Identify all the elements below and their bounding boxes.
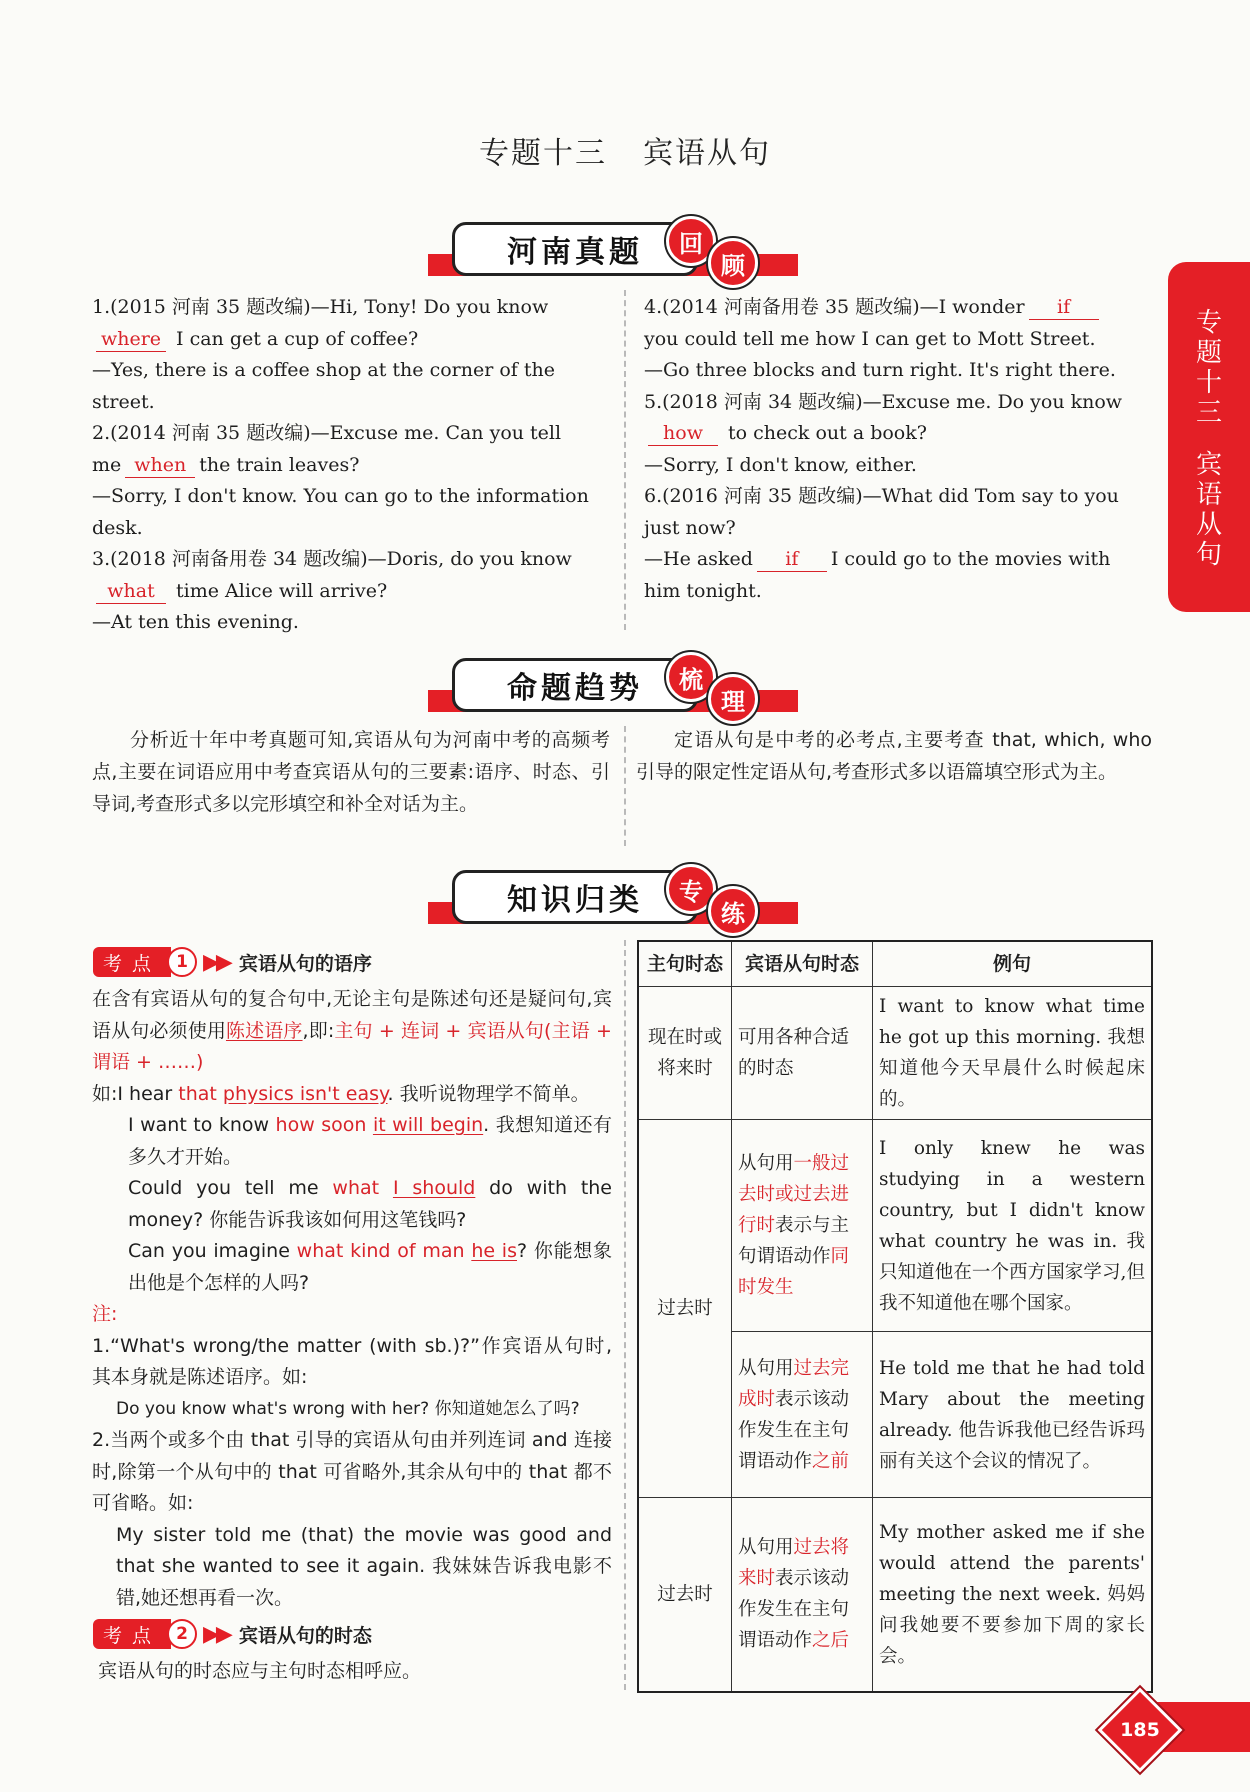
section-banner-review [428,218,798,288]
note-label: 注: [92,1303,118,1325]
question-5-reply: —Sorry, I don't know, either. [644,453,917,476]
note-2-example: My sister told me (that) the movie was good and that she wanted to see it again. 我妹妹告诉我电影不错,她还想再看一次。 [116,1523,612,1609]
note-2: 2.当两个或多个由 that 引导的宾语从句由并列连词 and 连接时,除第一个从句中的 that 可省略外,其余从句中的 that 都不可省略。如: [92,1429,612,1514]
banner-badge: 回 [666,216,716,266]
page-number: 185 [1120,1719,1160,1741]
table-header: 宾语从句时态 [732,941,873,987]
question-4: 4.(2014 河南备用卷 35 题改编)—I wonder if you could tell me how I can get to Mott Street. [644,292,1152,355]
key-point-2-body: 宾语从句的时态应与主句时态相呼应。 [98,1660,422,1682]
page-number-badge [1098,1688,1183,1773]
key-point-number: 1 [167,947,197,977]
question-1: 1.(2015 河南 35 题改编)—Hi, Tony! Do you know where I can get a cup of coffee? [92,296,549,350]
note-1: 1.“What's wrong/the matter (with sb.)?”作宾语从句时,其本身就是陈述语序。如: [92,1334,612,1388]
chapter-side-tab [1168,262,1250,612]
example-cell: I want to know what time he got up this morning. 我想知道他今天早晨什么时候起床的。 [873,987,1153,1120]
example-sentence: I want to know how soon it will begin. 我想知道还有多久才开始。 [128,1114,612,1168]
example-sentence: Could you tell me what I should do with the money? 你能告诉我该如何用这笔钱吗? [128,1177,612,1231]
main-tense-cell: 过去时 [638,1498,732,1692]
banner-label: 命题趋势 [452,658,698,712]
trend-right: 定语从句是中考的必考点,主要考查 that, which, who 引导的限定性定语从句,考查形式多以语篇填空形式为主。 [636,729,1152,783]
key-point-2-header [93,1618,372,1650]
side-tab-char: 三 [1195,398,1222,428]
side-tab-char: 从 [1195,510,1222,540]
table-header: 例句 [873,941,1153,987]
key-point-tag: 考点 [93,1619,171,1649]
key-point-1-header [93,946,372,978]
topic-number: 专题十三 [479,136,607,171]
clause-tense-cell: 可用各种合适的时态 [732,987,873,1120]
key-point-1-body [92,984,612,1614]
double-arrow-icon: ▶▶ [203,949,229,975]
key-point-title: 宾语从句的时态 [238,1624,372,1647]
section-banner-trend [428,654,798,724]
question-1-reply: —Yes, there is a coffee shop at the corner of the street. [92,359,555,413]
side-tab-char: 宾 [1195,450,1222,480]
banner-badge: 专 [666,864,716,914]
clause-tense-cell: 从句用过去将来时表示该动作发生在主句谓语动作之后 [732,1498,873,1692]
key-point-title: 宾语从句的语序 [238,952,372,975]
example-cell: I only knew he was studying in a western country, but I didn't know what country he was in. 我只知道他在一个西方国家学习,但我不知道他在哪个国家。 [873,1120,1153,1332]
side-tab-char: 句 [1195,540,1222,570]
side-tab-char: 题 [1195,338,1222,368]
key-point-tag: 考点 [93,947,171,977]
table-header-row [638,941,1152,987]
banner-badge: 梳 [666,652,716,702]
banner-badge: 练 [708,886,758,936]
question-2: 2.(2014 河南 35 题改编)—Excuse me. Can you tell me when the train leaves? [92,422,562,476]
question-6: 6.(2016 河南 35 题改编)—What did Tom say to you just now? [644,485,1119,539]
table-row [638,1498,1152,1692]
questions-left [92,292,602,639]
double-arrow-icon: ▶▶ [203,1621,229,1647]
section-banner-knowledge [428,866,798,936]
table-header: 主句时态 [638,941,732,987]
main-tense-cell: 现在时或将来时 [638,987,732,1120]
question-2-reply: —Sorry, I don't know. You can go to the information desk. [92,485,589,539]
main-tense-cell: 过去时 [638,1120,732,1498]
page-title [0,128,1250,172]
banner-label: 知识归类 [452,870,698,924]
key-point-number: 2 [167,1619,197,1649]
questions-right [644,292,1152,607]
banner-label: 河南真题 [452,222,698,276]
table-row [638,987,1152,1120]
column-divider [624,940,626,1690]
clause-tense-cell: 从句用一般过去时或过去进行时表示与主句谓语动作同时发生 [732,1120,873,1332]
answer-blank: where [96,327,166,352]
column-divider [624,290,626,630]
answer-blank: how [648,421,718,446]
side-tab-char: 专 [1195,308,1222,338]
note-1-example: Do you know what's wrong with her? 你知道她怎么了吗? [116,1398,580,1419]
column-divider [624,726,626,846]
answer-blank: when [125,453,195,478]
banner-badge: 理 [708,674,758,724]
question-3-reply: —At ten this evening. [92,611,299,633]
banner-badge: 顾 [708,238,758,288]
example-sentence: Can you imagine what kind of man he is? 你能想象出他是个怎样的人吗? [128,1240,613,1294]
example-cell: My mother asked me if she would attend the parents' meeting the next week. 妈妈问我她要不要参加下周的家长会。 [873,1498,1153,1692]
answer-blank: if [1029,295,1099,320]
tense-table [637,940,1153,1693]
trend-left: 分析近十年中考真题可知,宾语从句为河南中考的高频考点,主要在词语应用中考查宾语从句的三要素:语序、时态、引导词,考查形式多以完形填空和补全对话为主。 [92,729,610,815]
question-6-reply: —He asked if I could go to the movies with him tonight. [644,548,1111,602]
answer-blank: what [96,579,166,604]
side-tab-char: 十 [1195,368,1222,398]
example-sentence: 如:I hear that physics isn't easy. 我听说物理学不简单。 [92,1082,590,1105]
side-tab-char: 语 [1195,480,1222,510]
table-row [638,1120,1152,1332]
question-3: 3.(2018 河南备用卷 34 题改编)—Doris, do you know what time Alice will arrive? [92,548,572,602]
answer-blank: if [757,547,827,572]
question-4-reply: —Go three blocks and turn right. It's right there. [644,359,1116,381]
key-point-1-intro: 在含有宾语从句的复合句中,无论主句是陈述句还是疑问句,宾语从句必须使用陈述语序,即:主句 + 连词 + 宾语从句(主语 + 谓语 + ……) [92,988,612,1073]
clause-tense-cell: 从句用过去完成时表示该动作发生在主句谓语动作之前 [732,1332,873,1498]
example-cell: He told me that he had told Mary about the meeting already. 他告诉我他已经告诉玛丽有关这个会议的情况了。 [873,1332,1153,1498]
question-5: 5.(2018 河南 34 题改编)—Excuse me. Do you know how to check out a book? [644,390,1123,444]
topic-name: 宾语从句 [643,136,771,171]
